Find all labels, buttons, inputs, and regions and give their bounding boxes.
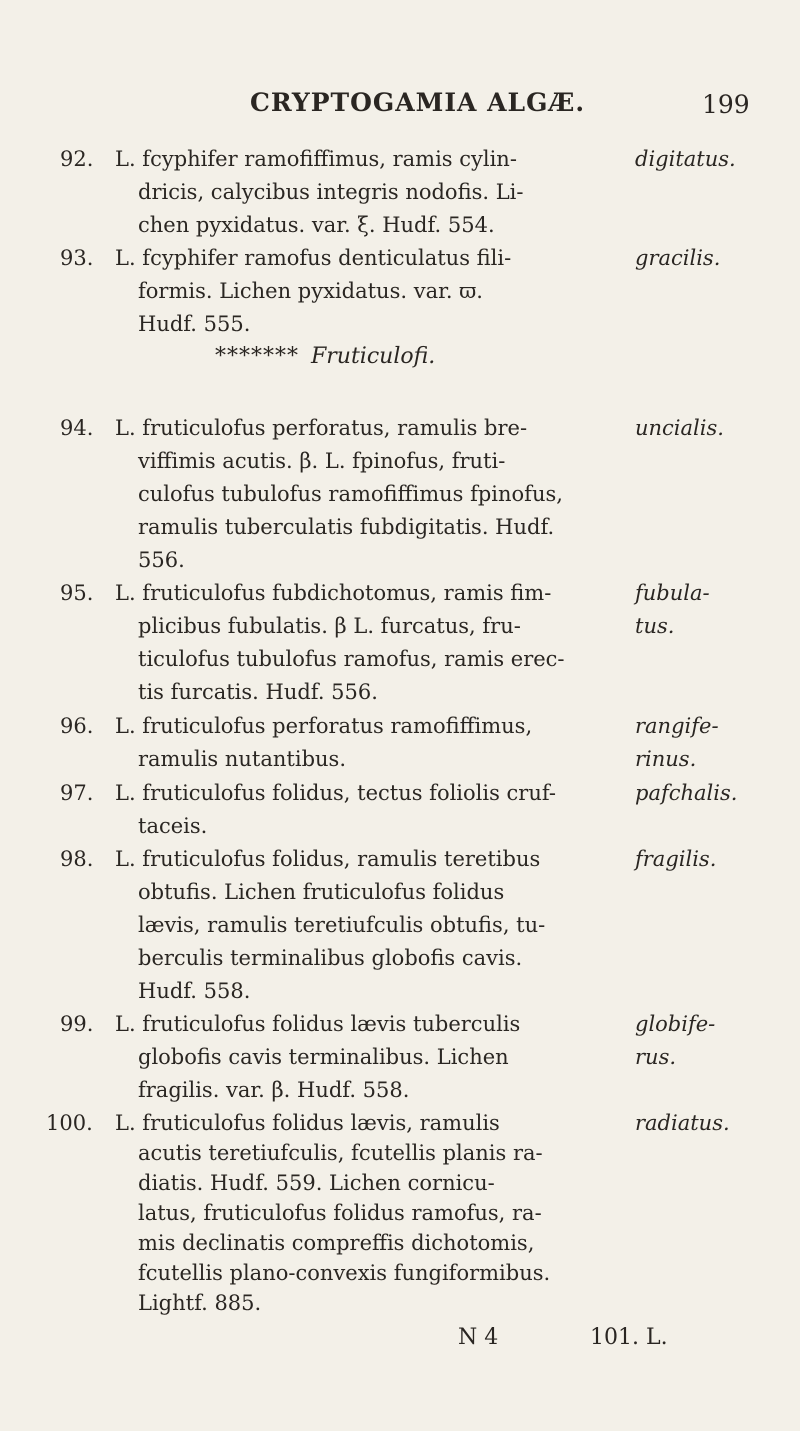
entry-line: fragilis. var. β. Hudf. 558.: [138, 1078, 410, 1102]
entry-line: culofus tubulofus ramofiffimus fpinofus,: [138, 482, 563, 506]
species-epithet: rinus.: [635, 747, 697, 771]
species-epithet: globife-: [635, 1012, 716, 1036]
entry-number: 96.: [60, 714, 94, 738]
entry-line: 556.: [138, 548, 185, 572]
entry-line: ramulis nutantibus.: [138, 747, 346, 771]
entry-line: L. fruticulofus folidus lævis tuberculis: [115, 1012, 521, 1036]
species-epithet: rus.: [635, 1045, 677, 1069]
entry-line: viffimis acutis. β. L. fpinofus, fruti-: [138, 449, 506, 473]
species-epithet: uncialis.: [635, 416, 724, 440]
entry-line: taceis.: [138, 814, 208, 838]
entry-line: L. fcyphifer ramofiffimus, ramis cylin-: [115, 147, 517, 171]
entry-line: L. fruticulofus folidus, tectus foliolis cruf-: [115, 781, 556, 805]
entry-line: ramulis tuberculatis fubdigitatis. Hudf.: [138, 515, 555, 539]
entry-line: obtufis. Lichen fruticulofus folidus: [138, 880, 505, 904]
species-epithet: radiatus.: [635, 1111, 730, 1135]
entry-line: latus, fruticulofus folidus ramofus, ra-: [138, 1201, 542, 1225]
species-epithet: fubula-: [635, 581, 710, 605]
entry-line: L. fruticulofus perforatus, ramulis bre-: [115, 416, 528, 440]
entry-number: 92.: [60, 147, 94, 171]
entry-line: L. fruticulofus fubdichotomus, ramis fim-: [115, 581, 552, 605]
entry-number: 99.: [60, 1012, 94, 1036]
entry-line: L. fcyphifer ramofus denticulatus fili-: [115, 246, 512, 270]
entry-line: L. fruticulofus folidus lævis, ramulis: [115, 1111, 500, 1135]
entry-number: 95.: [60, 581, 94, 605]
page-number: 199: [702, 90, 750, 119]
section-name: Fruticulofi.: [311, 344, 436, 369]
species-epithet: gracilis.: [635, 246, 721, 270]
entry-line: ticulofus tubulofus ramofus, ramis erec-: [138, 647, 565, 671]
entry-line: Hudf. 558.: [138, 979, 251, 1003]
entry-line: lævis, ramulis teretiufculis obtufis, tu-: [138, 913, 546, 937]
running-title: CRYPTOGAMIA ALGÆ.: [250, 88, 586, 117]
entry-line: berculis terminalibus globofis cavis.: [138, 946, 523, 970]
entry-line: acutis teretiufculis, fcutellis planis ra-: [138, 1141, 543, 1165]
entry-line: dricis, calycibus integris nodofis. Li-: [138, 180, 524, 204]
entry-line: formis. Lichen pyxidatus. var. ϖ.: [138, 279, 483, 303]
entry-line: Lightf. 885.: [138, 1291, 262, 1315]
species-epithet: rangife-: [635, 714, 719, 738]
running-header: [0, 88, 800, 128]
entry-number: 94.: [60, 416, 94, 440]
entry-number: 98.: [60, 847, 94, 871]
entry-line: mis declinatis compreffis dichotomis,: [138, 1231, 535, 1255]
signature-mark: N 4: [458, 1325, 499, 1350]
entry-number: 100.: [46, 1111, 93, 1135]
species-epithet: tus.: [635, 614, 675, 638]
species-epithet: digitatus.: [635, 147, 736, 171]
species-epithet: pafchalis.: [635, 781, 738, 805]
entry-number: 97.: [60, 781, 94, 805]
entry-line: chen pyxidatus. var. ξ. Hudf. 554.: [138, 213, 495, 237]
entry-line: L. fruticulofus folidus, ramulis teretibus: [115, 847, 541, 871]
entry-line: L. fruticulofus perforatus ramofiffimus,: [115, 714, 533, 738]
entry-line: globofis cavis terminalibus. Lichen: [138, 1045, 509, 1069]
section-stars: *******: [215, 344, 299, 369]
catchword: 101. L.: [590, 1325, 668, 1350]
species-epithet: fragilis.: [635, 847, 717, 871]
section-heading: [215, 344, 435, 369]
entry-line: diatis. Hudf. 559. Lichen cornicu-: [138, 1171, 495, 1195]
entry-number: 93.: [60, 246, 94, 270]
entry-line: Hudf. 555.: [138, 312, 251, 336]
entry-line: tis furcatis. Hudf. 556.: [138, 680, 378, 704]
entry-line: fcutellis plano-convexis fungiformibus.: [138, 1261, 551, 1285]
entry-line: plicibus fubulatis. β L. furcatus, fru-: [138, 614, 521, 638]
